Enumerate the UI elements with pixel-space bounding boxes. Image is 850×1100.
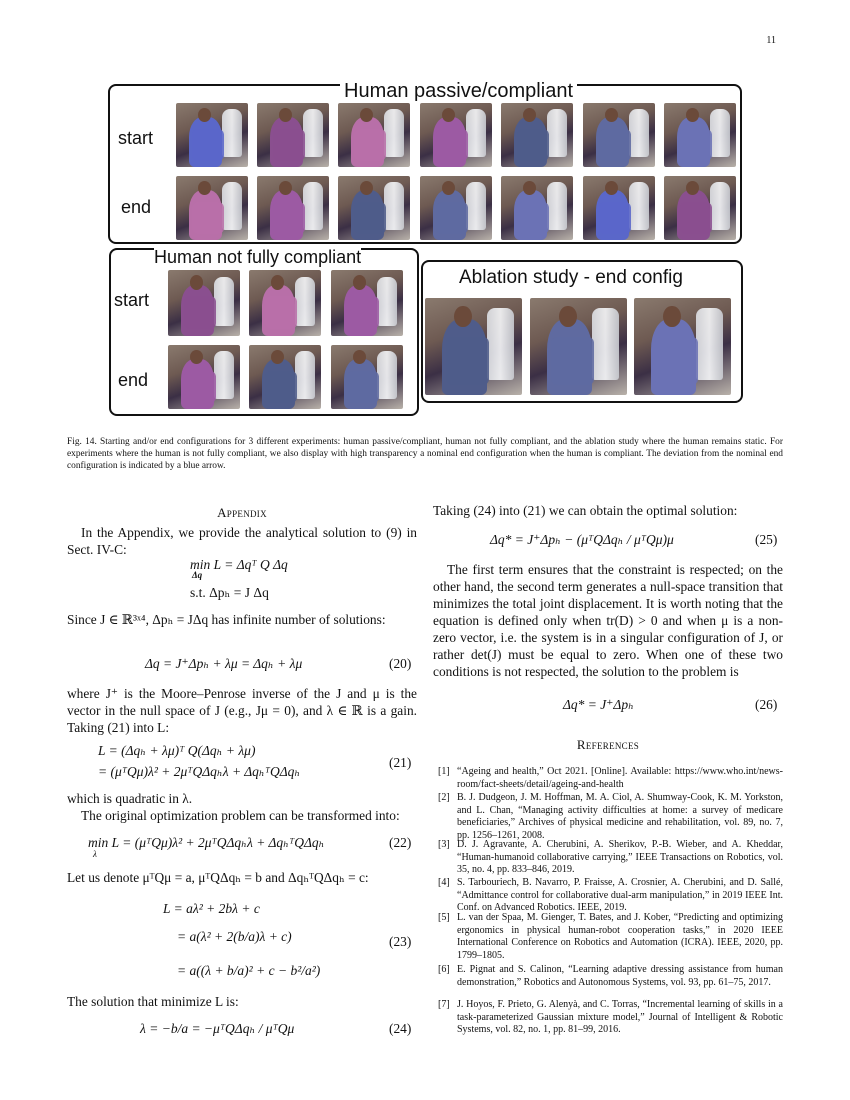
figure-caption: Fig. 14. Starting and/or end configurations for 3 different experiments: human passive/compliant, human not fully compliant, and the ablation study where the human remains static. For experiments where the human is not fully compliant, we also display with high transparency a nominal end configuration when the human is compliant. The deviation from the nominal end configuration is indicated by a blue arrow. [67,437,783,472]
appendix-para-7: The solution that minimize L is: [67,994,239,1009]
row-label-end: end [121,197,152,217]
reference-item [438,877,783,914]
eq-20: Δq = J⁺Δpₕ + λμ = Δqₕ + λμ [145,656,303,671]
experiment-photo [338,176,410,240]
eq-24: λ = −b/a = −μᵀQΔqₕ / μᵀQμ [140,1021,295,1036]
experiment-photo [583,103,655,167]
eq-21-line-1: L = (Δqₕ + λμ)ᵀ Q(Δqₕ + λμ) [98,743,256,758]
eq-23-line-2: = a(λ² + 2(b/a)λ + c) [177,929,292,944]
eq-min: min L = Δqᵀ Q Δq [190,557,288,572]
eq-22: min L = (μᵀQμ)λ² + 2μᵀQΔqₕλ + ΔqₕᵀQΔqₕ [88,835,325,850]
reference-text: E. Pignat and S. Calinon, “Learning adaptive dressing assistance from human demonstration,” Robotics and Autonomous Systems, vol. 93, pp. 61–75, 2017. [457,964,783,988]
reference-item [438,964,783,997]
experiment-photo [530,298,627,395]
panel-ablation-title: Ablation study - end config [459,267,683,288]
experiment-photo [168,270,240,336]
experiment-photo [176,103,248,167]
appendix-para-6: Let us denote μᵀQμ = a, μᵀQΔqₕ = b and ΔqₕᵀQΔqₕ = c: [67,870,369,885]
eq-26-number: (26) [755,697,778,712]
reference-number: [5] [438,912,450,923]
reference-number: [2] [438,792,450,803]
experiment-photo [331,270,403,336]
experiment-photo [583,176,655,240]
reference-text: “Ageing and health,” Oct 2021. [Online]. Available: https://www.who.int/news-room/fact-sheets/detail/ageing-and-health [457,766,783,790]
eq-23-number: (23) [389,934,412,949]
eq-23-line-3: = a((λ + b/a)² + c − b²/a²) [177,963,321,978]
reference-item [438,792,783,841]
panel-passive-title: Human passive/compliant [340,80,577,103]
experiment-photo [249,345,321,409]
reference-text: J. Hoyos, F. Prieto, G. Alenyà, and C. Torras, “Incremental learning of skills in a task-parameterized Gaussian mixture model,” Journal of Intelligent & Robotic Systems, vol. 82, no. 1, pp. 81–99, 2016. [457,999,783,1036]
reference-item [438,839,783,875]
experiment-photo [664,103,736,167]
experiment-photo [420,103,492,167]
eq-24-number: (24) [389,1021,412,1036]
appendix-para-2: Since J ∈ ℝ³ˣ⁴, Δpₕ = JΔq has infinite number of solutions: [67,612,386,627]
reference-item [438,766,783,790]
appendix-para-1: In the Appendix, we provide the analytical solution to (9) in Sect. IV-C: [67,525,417,557]
experiment-photo [338,103,410,167]
row-label-start-2: start [114,290,150,310]
experiment-photo [425,298,522,395]
reference-number: [1] [438,766,450,777]
experiment-photo [257,103,329,167]
reference-item [438,999,783,1036]
eq-22-subscript: λ [93,849,97,859]
experiment-photo [420,176,492,240]
eq-25-number: (25) [755,532,778,547]
eq-min-subscript: Δq [192,570,203,580]
reference-number: [6] [438,964,450,975]
reference-number: [3] [438,839,450,850]
row-label-end-2: end [118,370,149,390]
right-para-2: The first term ensures that the constraint is respected; on the other hand, the second term generates a null-space transition that minimizes the total joint displacement. It is worth noting that the equation is defined only when tr(D) > 0 and when μ is a non-zero vector, i.e. the system is in a singular configuration of J, or rather det(J) must be equal to zero. When one of these two conditions is not respected, the solution to the problem is [433,562,783,679]
eq-26: Δq* = J⁺Δpₕ [563,697,634,712]
reference-text: D. J. Agravante, A. Cherubini, A. Sherikov, P.-B. Wieber, and A. Kheddar, “Human-humanoid collaborative carrying,” IEEE Transactions on Robotics, vol. 35, no. 4, pp. 833–846, 2019. [457,839,783,876]
experiment-photo [501,176,573,240]
eq-st: s.t. Δpₕ = J Δq [190,585,269,600]
experiment-photo [176,176,248,240]
row-label-start: start [118,128,154,148]
experiment-photo [257,176,329,240]
right-para-1: Taking (24) into (21) we can obtain the optimal solution: [433,503,738,518]
eq-23-line-1: L = aλ² + 2bλ + c [163,901,260,916]
page-number: 11 [766,35,776,46]
eq-25: Δq* = J⁺Δpₕ − (μᵀQΔqₕ / μᵀQμ)μ [490,532,674,547]
appendix-para-5: The original optimization problem can be transformed into: [81,808,400,823]
eq-21-number: (21) [389,755,412,770]
references-heading: References [576,737,640,752]
experiment-photo [664,176,736,240]
reference-number: [7] [438,999,450,1010]
experiment-photo [168,345,240,409]
experiment-photo [331,345,403,409]
reference-number: [4] [438,877,450,888]
experiment-photo [501,103,573,167]
reference-item [438,912,783,962]
reference-text: S. Tarbouriech, B. Navarro, P. Fraisse, A. Crosnier, A. Cherubini, and D. Sallé, “Admittance control for collaborative dual-arm manipulation,” in 2019 IEEE Int. Conf. on Advanced Robotics. IEEE, 2019. [457,877,783,914]
experiment-photo [249,270,321,336]
eq-21-line-2: = (μᵀQμ)λ² + 2μᵀQΔqₕλ + ΔqₕᵀQΔqₕ [98,764,301,779]
experiment-photo [634,298,731,395]
panel-not-compliant-title: Human not fully compliant [154,247,362,267]
appendix-para-4: which is quadratic in λ. [67,791,193,806]
eq-20-number: (20) [389,656,412,671]
appendix-para-3: where J⁺ is the Moore–Penrose inverse of the J and μ is the vector in the null space of J (e.g., Jμ = 0), and λ ∈ ℝ is a gain. Taking (21) into L: [67,686,417,735]
reference-text: L. van der Spaa, M. Gienger, T. Bates, and J. Kober, “Predicting and optimizing ergonomics in physical human-robot cooperation tasks,” in 2020 IEEE International Conference on Robotics and Automation (ICRA). IEEE, 2020, pp. 1799–1805. [457,912,783,961]
reference-text: B. J. Dudgeon, J. M. Hoffman, M. A. Ciol, A. Shumway-Cook, K. M. Yorkston, and L. Chan, “Managing activity difficulties at home: a survey of medicare beneficiaries,” Archives of physical medicine and rehabilitation, vol. 89, no. 7, pp. 1256–1261, 2008. [457,792,783,841]
eq-22-number: (22) [389,835,412,850]
appendix-heading: Appendix [217,505,267,520]
